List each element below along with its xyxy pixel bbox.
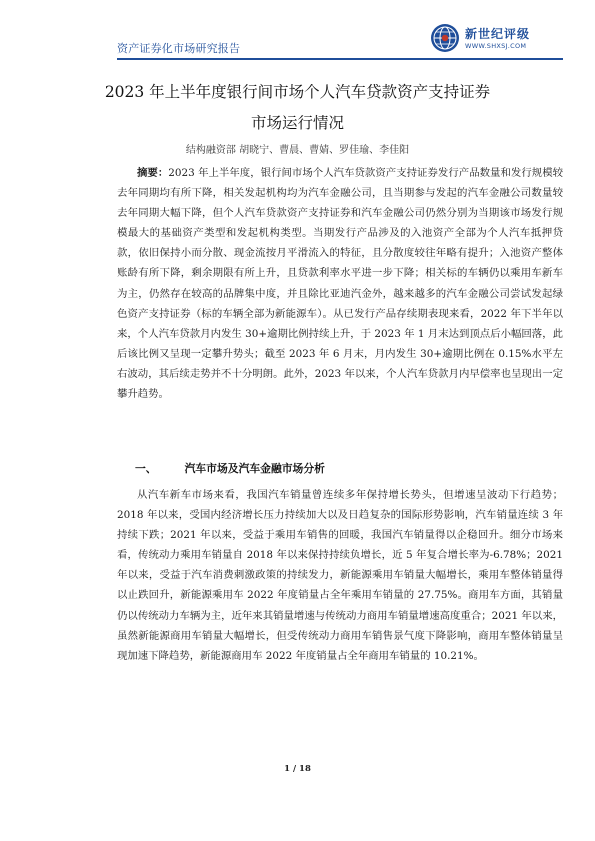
page-header	[0, 0, 595, 62]
body-paragraph: 从汽车新车市场来看，我国汽车销量曾连续多年保持增长势头，但增速呈波动下行趋势；2018 年以来，受国内经济增长压力持续加大以及日趋复杂的国际形势影响，汽车销量连续 3 年持续下跌；2021 年以来，受益于乘用车销售的回暖，我国汽车销量得以企稳回升。细分市场来看，传统动力乘用车销量自 2018 年以来保持持续负增长，近 5 年复合增长率为-6.78%；2021 年以来，受益于汽车消费刺激政策的持续发力，新能源乘用车销量大幅增长，乘用车整体销量得以止跌回升，新能源乘用车 2022 年度销量占全年乘用车销量的 27.75%。商用车方面，其销量仍以传统动力车辆为主，近年来其销量增速与传统动力商用车销量增速高度重合；2021 年以来，虽然新能源商用车销量大幅增长，但受传统动力商用车销售景气度下降影响，商用车整体销量呈现加速下降趋势，新能源商用车 2022 年度销量占全年商用车销量的 10.21%。	[117, 489, 563, 662]
globe-emblem-icon	[430, 23, 460, 53]
header-divider	[117, 58, 563, 60]
logo-name: 新世纪评级	[465, 27, 531, 41]
abstract-paragraph	[117, 163, 563, 404]
page-number: 1 / 18	[284, 764, 311, 774]
abstract-label: 摘要：	[137, 167, 169, 179]
abstract-text: 2023 年上半年度，银行间市场个人汽车贷款资产支持证券发行产品数量和发行规模较去年同期均有所下降，相关发起机构均为汽车金融公司，且当期参与发起的汽车金融公司数量较去年同期大幅下降，但个人汽车贷款资产支持证券和汽车金融公司仍然分别为当期该市场发行规模最大的基础资产类型和发起机构类型。当期发行产品涉及的入池资产全部为个人汽车抵押贷款，依旧保持小而分散、现金流按月平滑流入的特征，且分散度较往年略有提升；入池资产整体账龄有所下降，剩余期限有所上升，且贷款利率水平进一步下降；相关标的车辆仍以乘用车新车为主，仍然存在较高的品牌集中度，并且除比亚迪汽金外，越来越多的汽车金融公司尝试发起绿色资产支持证券（标的车辆全部为新能源车）。从已发行产品存续期表现来看，2022 年下半年以来，个人汽车贷款月内发生 30+逾期比例持续上升，于 2023 年 1 月末达到顶点后小幅回落，此后该比例又呈现一定攀升势头；截至 2023 年 6 月末，月内发生 30+逾期比例在 0.15%水平左右波动，其后续走势并不十分明朗。此外，2023 年以来，个人汽车贷款月内早偿率也呈现出一定攀升趋势。	[117, 167, 564, 401]
company-logo	[430, 23, 562, 55]
document-title-line-2: 市场运行情况	[250, 114, 344, 132]
section-title: 汽车市场及汽车金融市场分析	[184, 462, 325, 475]
logo-url: WWW.SHXSJ.COM	[465, 42, 527, 50]
section-heading	[135, 461, 325, 476]
report-series-title: 资产证券化市场研究报告	[117, 42, 241, 55]
document-title-line-1: 2023 年上半年度银行间市场个人汽车贷款资产支持证券	[104, 83, 491, 101]
authors-line: 结构融资部 胡晓宁、曹晨、曹婧、罗佳瑜、李佳阳	[185, 145, 410, 156]
section-number: 一、	[135, 462, 157, 475]
